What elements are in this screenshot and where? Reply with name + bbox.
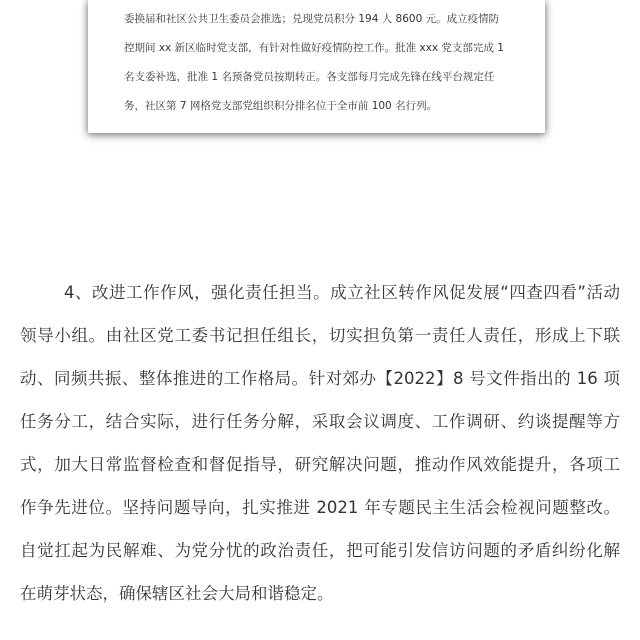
paragraph-line: 在萌芽状态，确保辖区社会大局和谐稳定。 bbox=[20, 584, 334, 603]
paragraph-line: 作争先进位。坚持问题导向，扎实推进 2021 年专题民主生活会检视问题整改。 bbox=[20, 498, 620, 517]
paragraph-line: 领导小组。由社区党工委书记担任组长，切实担负第一责任人责任，形成上下联 bbox=[20, 326, 620, 345]
excerpt-card bbox=[88, 0, 545, 133]
card-text-line: 名支委补选，批准 1 名预备党员按期转正。各支部每月完成先锋在线平台规定任 bbox=[124, 71, 495, 83]
paragraph-line: 动、同频共振、整体推进的工作格局。针对郊办【2022】8 号文件指出的 16 项 bbox=[20, 369, 620, 388]
card-text-line: 务，社区第 7 网格党支部党组织积分排名位于全市前 100 名行列。 bbox=[124, 100, 438, 112]
card-text-line: 控期间 xx 新区临时党支部，有针对性做好疫情防控工作。批准 xxx 党支部完成 1 bbox=[124, 42, 504, 54]
card-text-line: 委换届和社区公共卫生委员会推选；兑现党员积分 194 人 8600 元。成立疫情防 bbox=[124, 13, 500, 25]
paragraph-line: 4、改进工作作风，强化责任担当。成立社区转作风促发展“四查四看”活动 bbox=[64, 283, 620, 302]
paragraph-line: 任务分工，结合实际，进行任务分解，采取会议调度、工作调研、约谈提醒等方 bbox=[20, 412, 620, 431]
paragraph-line: 式，加大日常监督检查和督促指导，研究解决问题，推动作风效能提升，各项工 bbox=[20, 455, 620, 474]
paragraph-line: 自觉扛起为民解难、为党分忧的政治责任，把可能引发信访问题的矛盾纠纷化解 bbox=[20, 541, 620, 560]
section-4-paragraph bbox=[20, 271, 620, 615]
